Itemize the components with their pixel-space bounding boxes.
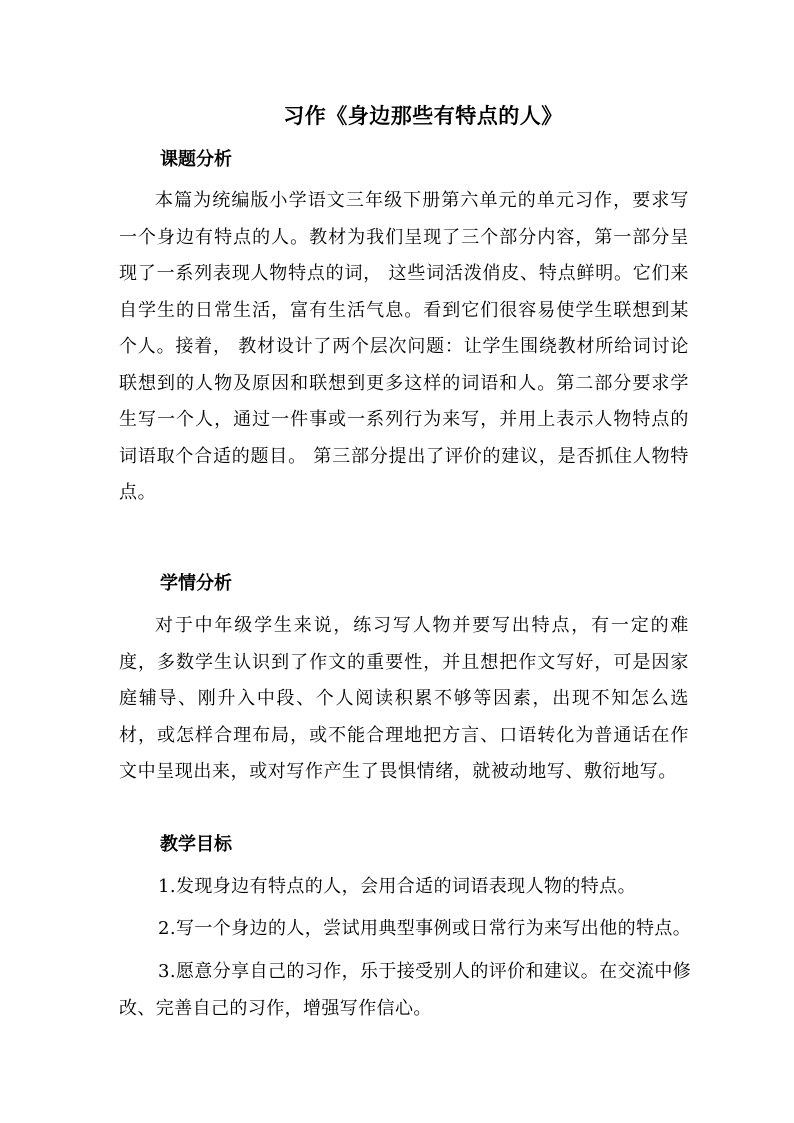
teaching-goal-item-2: 2.写一个身边的人，尝试用典型事例或日常行为来写出他的特点。 (158, 918, 692, 939)
topic-analysis-paragraph: 本篇为统编版小学语文三年级下册第六单元的单元习作，要求写一个身边有特点的人。教材为我们呈现了三个部分内容，第一部分呈现了一系列表现人物特点的词， 这些词活泼俏皮、特点鲜明。它们来自学生的日常生活，富有生活气息。看到它们很容易使学生联想到某个人。接着， 教材设计了两个层次问题：让学生围绕教材所给词讨论联想到的人物及原因和联想到更多这样的词语和人。第二部分要求学生写一个人，通过一件事或一系列行为来写，并用上表示人物特点的词语取个合适的题目。 第三部分提出了评价的建议，是否抓住人物特点。 (119, 190, 689, 503)
document-title: 习作《身边那些有特点的人》 (283, 104, 563, 128)
learner-analysis-paragraph: 对于中年级学生来说，练习写人物并要写出特点，有一定的难度，多数学生认识到了作文的重要性，并且想把作文写好，可是因家庭辅导、刚升入中段、个人阅读积累不够等因素，出现不知怎么选材，或怎样合理布局，或不能合理地把方言、口语转化为普通话在作文中呈现出来，或对写作产生了畏惧情绪，就被动地写、敷衍地写。 (119, 615, 689, 782)
teaching-goal-item-3: 3.愿意分享自己的习作，乐于接受别人的评价和建议。在交流中修改、完善自己的习作，增强写作信心。 (119, 961, 692, 1019)
section-heading-topic-analysis: 课题分析 (160, 149, 232, 170)
section-heading-learner-analysis: 学情分析 (160, 573, 232, 594)
section-heading-teaching-goals: 教学目标 (160, 834, 232, 855)
teaching-goal-item-1: 1.发现身边有特点的人，会用合适的词语表现人物的特点。 (158, 876, 636, 897)
